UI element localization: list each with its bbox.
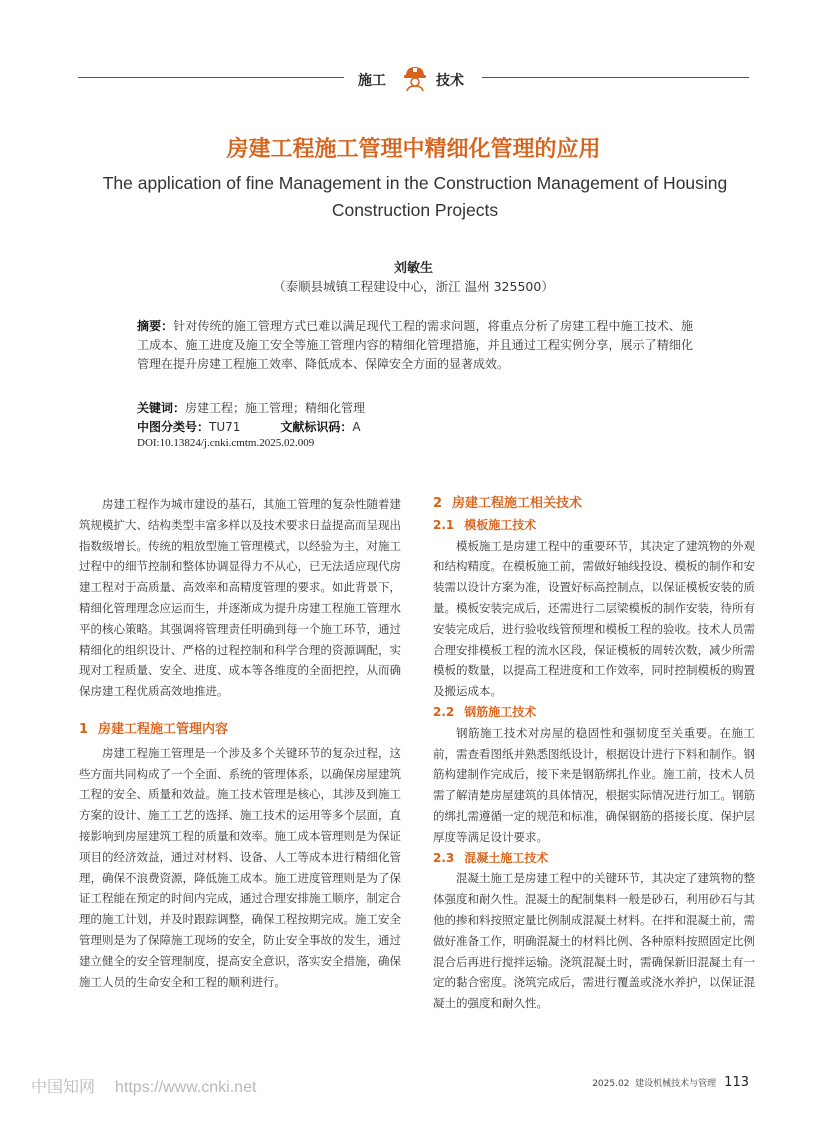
subsection-2-2-paragraph: 钢筋施工技术对房屋的稳固性和强韧度至关重要。在施工前，需查看图纸并熟悉图纸设计，根据设计进行下料和制作。钢筋构建制作完成后，接下来是钢筋绑扎作业。施工前，技术人员需了解清楚房屋建筑的具体情况，根据实际情况进行加工。钢筋的绑扎需遵循一定的规范和标准，确保钢筋的搭接长度、保护层厚度等满足设计要求。 (433, 725, 755, 844)
header-word-right: 技术 (436, 73, 464, 89)
author-name: 刘敏生 (393, 261, 433, 276)
section-title: 房建工程施工相关技术 (452, 496, 583, 511)
subsection-heading-2-1 (433, 515, 755, 536)
keywords (137, 399, 693, 418)
doc-code-label: 文献标识码： (280, 420, 353, 434)
subsection-title: 混凝土施工技术 (464, 850, 549, 865)
subsection-2-1-paragraph: 模板施工是房建工程中的重要环节，其决定了建筑物的外观和结构精度。在模板施工前，需做好轴线投设、模板的制作和安装需以设计方案为准，设置好标高控制点，以保证模板安装的质量。模板安装完成后，还需进行二层梁模板的制作安装，待所有安装完成后，进行验收线管预埋和模板工程的验收。技术人员需合理安排模板工程的流水区段，保证模板的周转次数，减少所需模板的数量，以提高工程进度和工作效率，同时控制模板的购置及搬运成本。 (433, 538, 755, 699)
abstract-label: 摘要： (137, 319, 174, 333)
header-word-left: 施工 (358, 73, 386, 89)
issue-number: 2025.02 (592, 1079, 630, 1089)
cnki-watermark (31, 1074, 256, 1097)
page-number: 113 (724, 1075, 749, 1090)
body-column-right (433, 494, 755, 1014)
keywords-label: 关键词： (137, 401, 186, 415)
abstract-text: 针对传统的施工管理方式已难以满足现代工程的需求问题，将重点分析了房建工程中施工技术、施工成本、施工进度及施工安全等施工管理内容的精细化管理措施，并且通过工程实例分享，展示了精细化管理在提升房建工程施工效率、降低成本、保障安全方面的显著成效。 (137, 319, 693, 371)
subsection-number: 2.1 (433, 517, 455, 532)
header-rule-left (78, 77, 344, 78)
page-footer (592, 1075, 749, 1090)
keywords-text: 房建工程；施工管理；精细化管理 (185, 401, 366, 415)
section-number: 1 (79, 721, 89, 737)
intro-paragraph: 房建工程作为城市建设的基石，其施工管理的复杂性随着建筑规模扩大、结构类型丰富多样以及技术要求日益提高而呈现出指数级增长。传统的粗放型施工管理模式，以经验为主，对施工过程中的细节控制和整体协调显得力不从心，已无法适应现代房建工程对于高质量、高效率和高精度管理的要求。如此背景下，精细化管理理念应运而生，并逐渐成为提升房建工程施工管理水平的核心策略。其强调将管理责任明确到每一个施工环节，通过精细化的组织设计、严格的过程控制和科学合理的资源调配，实现对工程质量、安全、进度、成本等各维度的全面把控，从而确保房建工程优质高效地推进。 (79, 497, 401, 699)
body-column-left (79, 494, 401, 992)
clc-label: 中图分类号： (137, 420, 210, 434)
article-title-en: The application of fine Management in the Construction Management of Housing Construction Projects (102, 173, 728, 220)
subsection-2-3-paragraph: 混凝土施工是房建工程中的关键环节，其决定了建筑物的整体强度和耐久性。混凝土的配制集料一般是砂石，利用砂石与其他的掺和料按照定量比例制成混凝土材料。在拌和混凝土前，需做好准备工作，明确混凝土的材料比例、各种原料按照固定比例混合后再进行搅拌运输。浇筑混凝土时，需确保新旧混凝土有一定的黏合密度。浇筑完成后，需进行覆盖或浇水养护，以保证混凝土的强度和耐久性。 (433, 871, 755, 1011)
watermark-url: https://www.cnki.net (115, 1079, 257, 1096)
article-title-zh: 房建工程施工管理中精细化管理的应用 (226, 137, 601, 162)
section-1-paragraph: 房建工程施工管理是一个涉及多个关键环节的复杂过程，这些方面共同构成了一个全面、系统的管理体系，以确保房屋建筑工程的安全、质量和效益。施工技术管理是核心，其涉及到施工方案的设计、施工工艺的选择、施工技术的运用等多个层面，直接影响到房屋建筑工程的质量和效率。施工成本管理则是为保证项目的经济效益，通过对材料、设备、人工等成本进行精细化管理，确保不浪费资源，降低施工成本。施工进度管理则是为了保证工程能在预定的时间内完成，通过合理安排施工顺序，制定合理的施工计划，并及时跟踪调整，确保工程按期完成。施工安全管理则是为了保障施工现场的安全，防止安全事故的发生，通过建立健全的安全管理制度，提高安全意识，落实安全措施，确保施工人员的生命安全和工程的顺利进行。 (79, 745, 401, 989)
author-affiliation: （泰顺县城镇工程建设中心，浙江 温州 325500） (273, 279, 554, 294)
section-header (344, 62, 482, 94)
subsection-number: 2.2 (433, 704, 455, 719)
subsection-title: 钢筋施工技术 (464, 704, 537, 719)
section-heading-2 (433, 494, 755, 515)
subsection-number: 2.3 (433, 850, 455, 865)
watermark-name: 中国知网 (31, 1077, 96, 1096)
clc-value: TU71 (209, 420, 241, 434)
subsection-title: 模板施工技术 (464, 517, 537, 532)
section-title: 房建工程施工管理内容 (98, 721, 229, 737)
doc-code-value: A (352, 420, 361, 434)
abstract (137, 317, 693, 374)
section-number: 2 (433, 496, 443, 511)
subsection-heading-2-2 (433, 702, 755, 723)
doi: DOI:10.13824/j.cnki.cmtm.2025.02.009 (137, 437, 315, 449)
construction-worker-icon (400, 62, 430, 92)
classification (137, 418, 693, 437)
header-rule-right (482, 77, 749, 78)
subsection-heading-2-3 (433, 848, 755, 869)
journal-name: 建设机械技术与管理 (635, 1079, 717, 1089)
section-heading-1 (79, 720, 401, 741)
